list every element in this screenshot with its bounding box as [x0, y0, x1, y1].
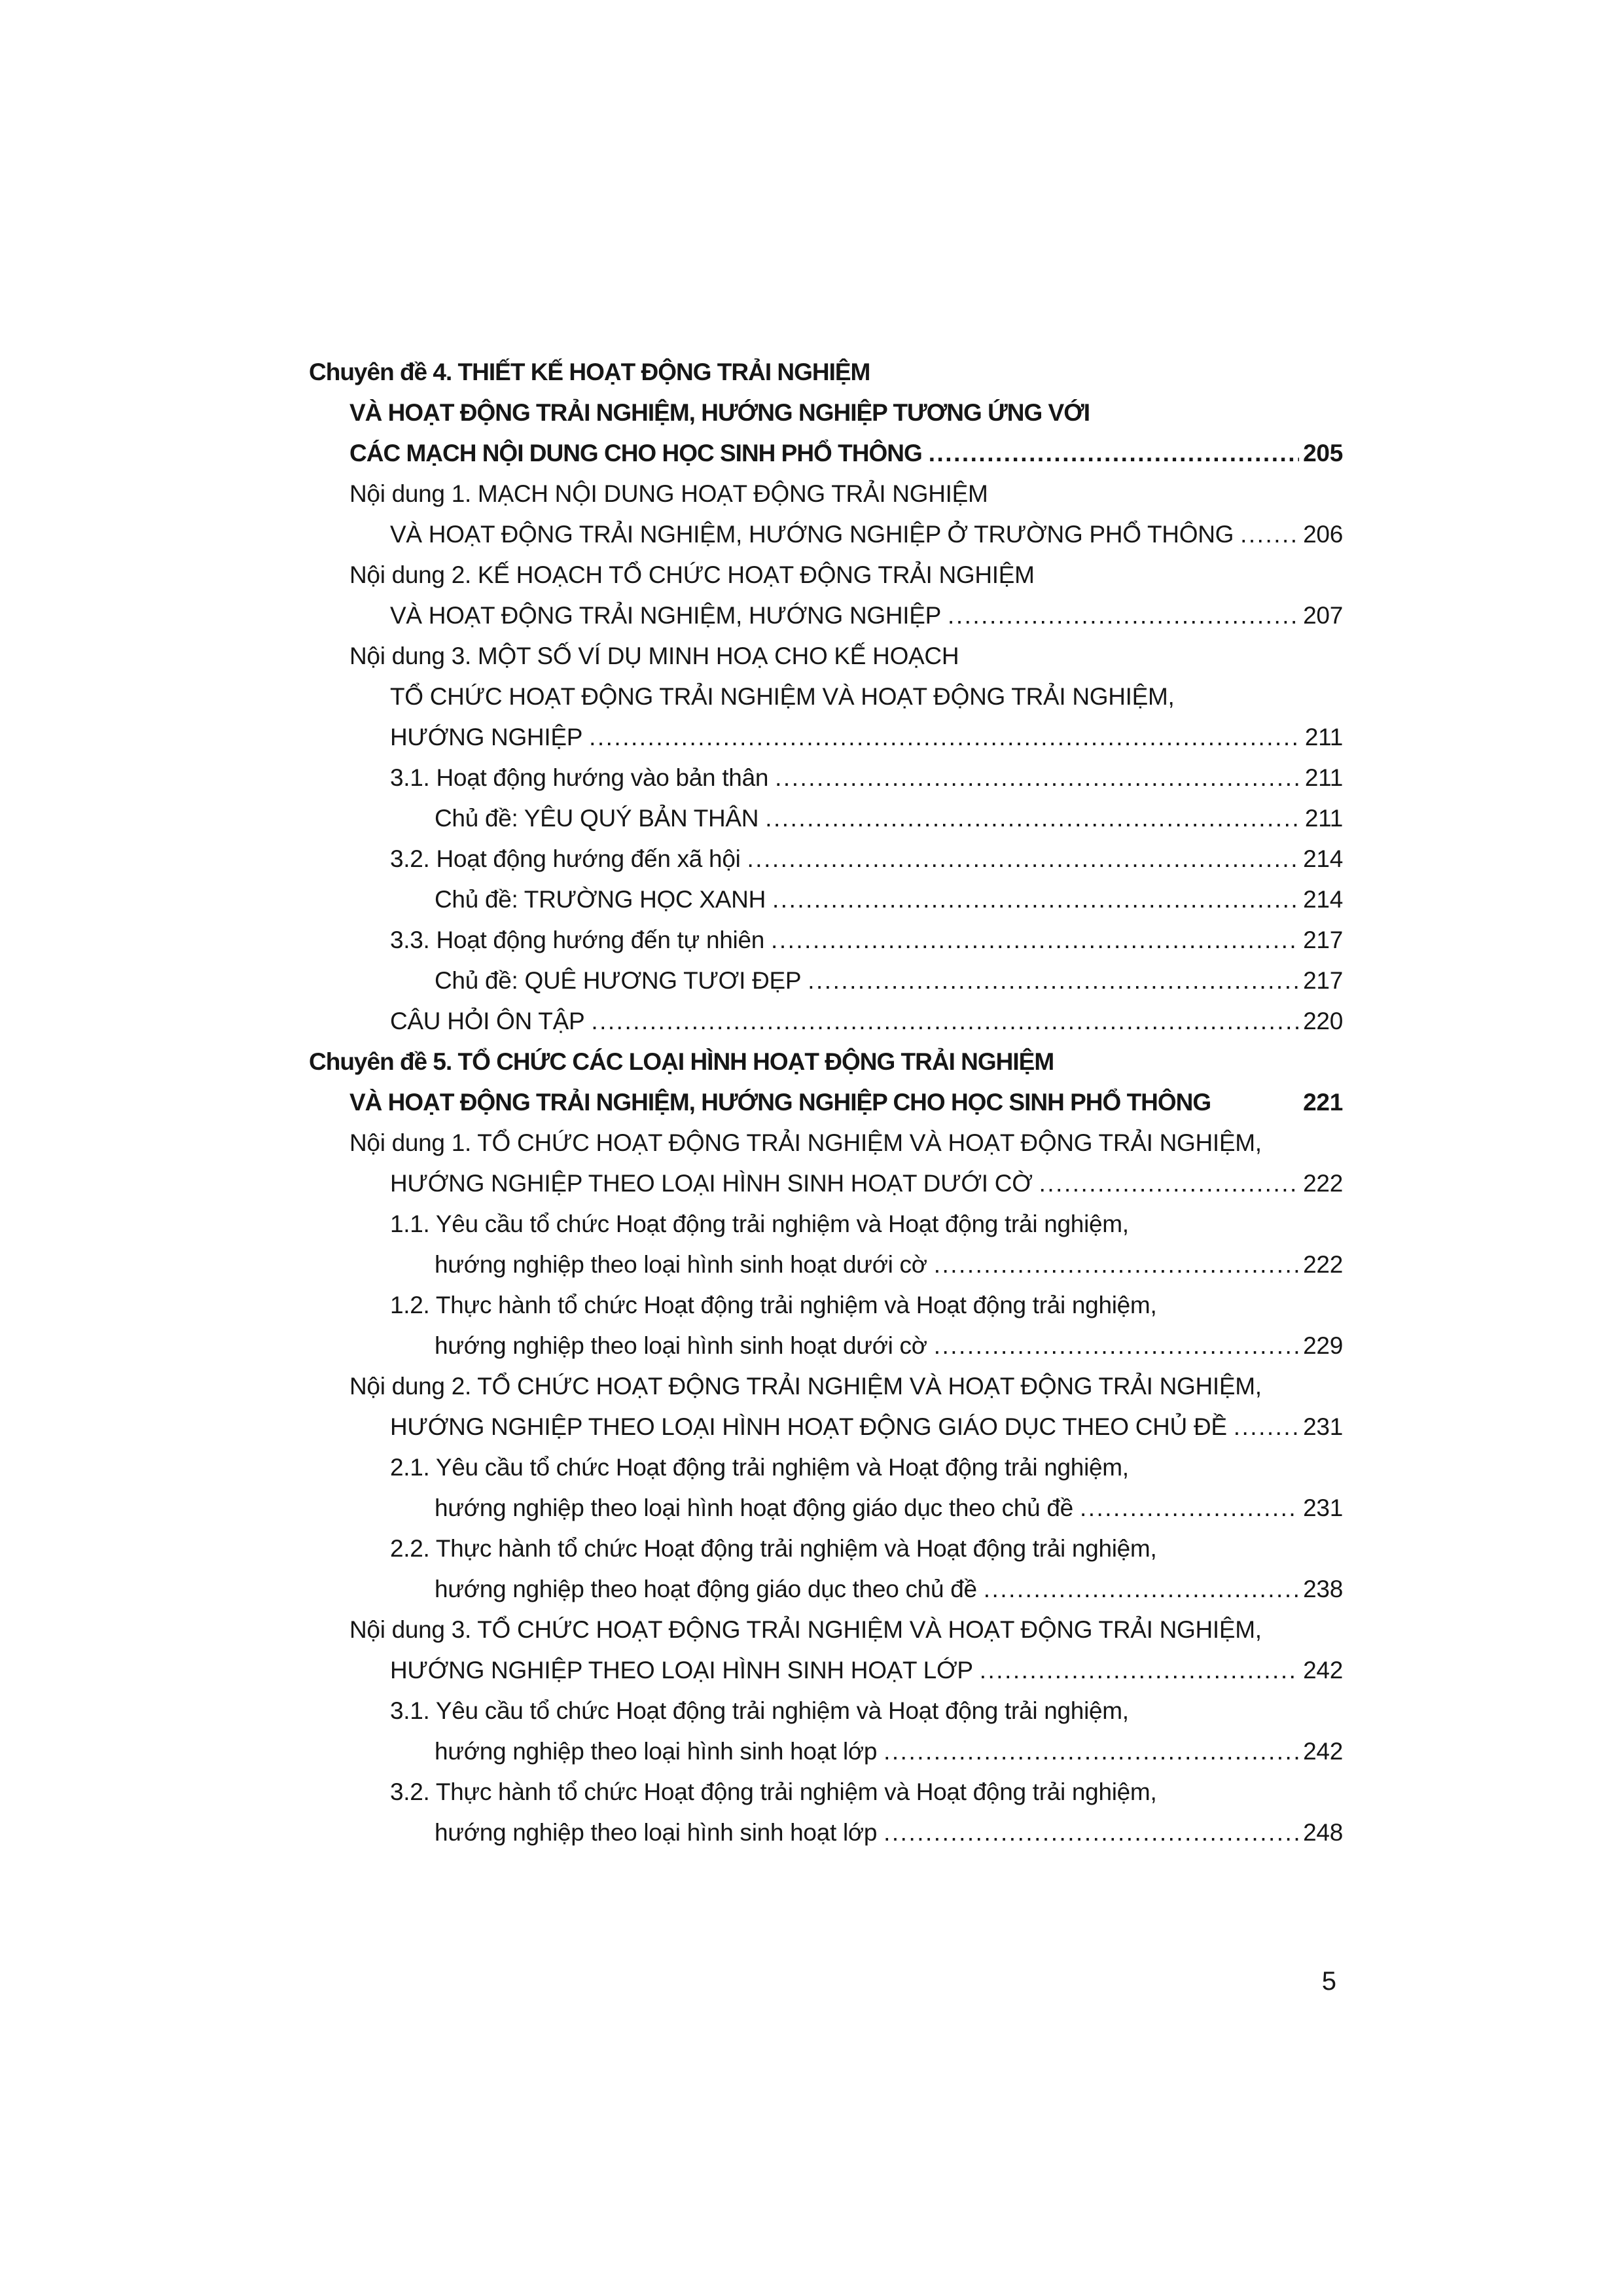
toc-entry-title: Nội dung 2. KẾ HOẠCH TỔ CHỨC HOẠT ĐỘNG TRẢI NGHIỆM [349, 561, 1035, 588]
toc-entry-title: Nội dung 1. MẠCH NỘI DUNG HOẠT ĐỘNG TRẢI NGHIỆM [349, 480, 988, 507]
toc-entry-title: TỔ CHỨC HOẠT ĐỘNG TRẢI NGHIỆM VÀ HOẠT ĐỘNG TRẢI NGHIỆM, [390, 683, 1175, 710]
toc-entry-title: CÁC MẠCH NỘI DUNG CHO HỌC SINH PHỔ THÔNG [349, 440, 922, 467]
toc-page-number: 211 [1304, 724, 1343, 751]
dot-leader [1234, 1407, 1299, 1447]
toc-entry-title: Chủ đề: TRƯỜNG HỌC XANH [435, 886, 766, 913]
toc-page-number: 211 [1304, 764, 1343, 791]
toc-line [309, 1610, 1343, 1650]
toc-entry-title: hướng nghiệp theo loại hình hoạt động giáo dục theo chủ đề [435, 1494, 1073, 1521]
toc-line [309, 393, 1343, 433]
toc-entry-cd4-muc-3-3 [309, 920, 1343, 961]
toc-line [309, 1326, 1343, 1366]
dot-leader [1039, 1163, 1300, 1204]
toc-page-number: 220 [1303, 1008, 1343, 1034]
toc-entry-cd5-muc-1-2 [309, 1285, 1343, 1366]
toc-entry-cd4-noi-dung-1 [309, 474, 1343, 555]
toc-line [309, 839, 1343, 879]
dot-leader [883, 1731, 1299, 1772]
toc-line [309, 1366, 1343, 1407]
toc-page-number: 205 [1303, 440, 1343, 467]
toc-entry-cd5-noi-dung-2 [309, 1366, 1343, 1447]
toc-page-number: 222 [1303, 1170, 1343, 1197]
toc-line [309, 555, 1343, 595]
toc-entry-title: hướng nghiệp theo loại hình sinh hoạt dưới cờ [435, 1332, 927, 1359]
toc-line [309, 1407, 1343, 1447]
toc-line [309, 1447, 1343, 1488]
toc-line [309, 1812, 1343, 1853]
toc-page-number: 206 [1303, 521, 1343, 548]
toc-page-number: 211 [1304, 805, 1343, 832]
toc-entry-title: Nội dung 3. TỔ CHỨC HOẠT ĐỘNG TRẢI NGHIỆM VÀ HOẠT ĐỘNG TRẢI NGHIỆM, [349, 1616, 1262, 1643]
dot-leader [934, 1245, 1299, 1285]
toc-page-number: 248 [1303, 1819, 1343, 1846]
toc-entry-title: 3.3. Hoạt động hướng đến tự nhiên [390, 927, 765, 953]
toc-entry-cd4-chu-de-3-3 [309, 961, 1343, 1001]
dot-leader [765, 798, 1301, 839]
toc-entry-cd5-noi-dung-3 [309, 1610, 1343, 1691]
dot-leader [589, 717, 1301, 758]
toc-entry-title: hướng nghiệp theo hoạt động giáo dục theo chủ đề [435, 1576, 977, 1602]
toc-entry-cd4-muc-3-1 [309, 758, 1343, 798]
toc-entry-title: Nội dung 1. TỔ CHỨC HOẠT ĐỘNG TRẢI NGHIỆM VÀ HOẠT ĐỘNG TRẢI NGHIỆM, [349, 1129, 1262, 1156]
toc-entry-title: CÂU HỎI ÔN TẬP [390, 1008, 585, 1034]
toc-line [309, 1691, 1343, 1731]
dot-leader [883, 1812, 1299, 1853]
dot-leader [984, 1569, 1299, 1610]
toc-entry-title: Chủ đề: YÊU QUÝ BẢN THÂN [435, 805, 759, 832]
toc-page-number: 238 [1303, 1576, 1343, 1602]
toc-line [309, 433, 1343, 474]
dot-leader [948, 595, 1299, 636]
dot-leader [934, 1326, 1299, 1366]
dot-leader [1240, 514, 1299, 555]
dot-leader [1080, 1488, 1299, 1528]
toc-line [309, 352, 1343, 393]
toc-line [309, 1204, 1343, 1245]
toc-entry-title: 3.1. Yêu cầu tổ chức Hoạt động trải nghiệm và Hoạt động trải nghiệm, [390, 1697, 1129, 1724]
dot-leader [808, 961, 1299, 1001]
toc-entry-cd4-muc-3-2 [309, 839, 1343, 879]
toc-entry-cd5-muc-2-1 [309, 1447, 1343, 1528]
toc-entry-chuyen-de-5 [309, 1042, 1343, 1123]
toc-entry-title: HƯỚNG NGHIỆP [390, 724, 583, 751]
toc-entry-title: Chuyên đề 4. THIẾT KẾ HOẠT ĐỘNG TRẢI NGHIỆM [309, 359, 870, 385]
toc-entry-title: Nội dung 2. TỔ CHỨC HOẠT ĐỘNG TRẢI NGHIỆM VÀ HOẠT ĐỘNG TRẢI NGHIỆM, [349, 1373, 1262, 1400]
toc-page-number: 217 [1303, 927, 1343, 953]
toc-entry-title: Chủ đề: QUÊ HƯƠNG TƯƠI ĐẸP [435, 967, 802, 994]
toc-entry-cd5-muc-1-1 [309, 1204, 1343, 1285]
toc-entry-title: 2.1. Yêu cầu tổ chức Hoạt động trải nghiệm và Hoạt động trải nghiệm, [390, 1454, 1129, 1481]
page-folio: 5 [1321, 1967, 1336, 1996]
toc-line [309, 1042, 1343, 1082]
toc-entry-cd5-noi-dung-1 [309, 1123, 1343, 1204]
toc-line [309, 798, 1343, 839]
toc-page-number: 231 [1303, 1494, 1343, 1521]
toc-entry-cd5-muc-2-2 [309, 1528, 1343, 1610]
toc-entry-title: hướng nghiệp theo loại hình sinh hoạt lớp [435, 1819, 878, 1846]
toc-entry-title: HƯỚNG NGHIỆP THEO LOẠI HÌNH SINH HOẠT DƯỚI CỜ [390, 1170, 1033, 1197]
toc-entry-title: 2.2. Thực hành tổ chức Hoạt động trải nghiệm và Hoạt động trải nghiệm, [390, 1535, 1157, 1562]
toc-line [309, 1285, 1343, 1326]
toc-page-number: 221 [1303, 1089, 1343, 1116]
toc-line [309, 1569, 1343, 1610]
toc-page-number: 229 [1303, 1332, 1343, 1359]
toc-entry-title: VÀ HOẠT ĐỘNG TRẢI NGHIỆM, HƯỚNG NGHIỆP Ở TRƯỜNG PHỔ THÔNG [390, 521, 1234, 548]
toc-line [309, 474, 1343, 514]
toc-entry-title: HƯỚNG NGHIỆP THEO LOẠI HÌNH SINH HOẠT LỚP [390, 1657, 973, 1684]
toc-entry-cd4-chu-de-3-1 [309, 798, 1343, 839]
table-of-contents [309, 352, 1343, 1853]
toc-page-number: 242 [1303, 1657, 1343, 1684]
toc-entry-title: 1.2. Thực hành tổ chức Hoạt động trải nghiệm và Hoạt động trải nghiệm, [390, 1292, 1157, 1318]
toc-line [309, 961, 1343, 1001]
toc-entry-title: VÀ HOẠT ĐỘNG TRẢI NGHIỆM, HƯỚNG NGHIỆP TƯƠNG ỨNG VỚI [349, 399, 1090, 426]
dot-leader [772, 879, 1299, 920]
toc-line [309, 1245, 1343, 1285]
toc-line [309, 636, 1343, 677]
toc-line [309, 1123, 1343, 1163]
toc-line [309, 1528, 1343, 1569]
toc-entry-cd5-muc-3-1 [309, 1691, 1343, 1772]
toc-entry-title: Nội dung 3. MỘT SỐ VÍ DỤ MINH HOẠ CHO KẾ HOẠCH [349, 643, 959, 669]
toc-entry-title: 3.1. Hoạt động hướng vào bản thân [390, 764, 769, 791]
toc-entry-title: HƯỚNG NGHIỆP THEO LOẠI HÌNH HOẠT ĐỘNG GIÁO DỤC THEO CHỦ ĐỀ [390, 1413, 1227, 1440]
toc-line [309, 1001, 1343, 1042]
toc-line [309, 717, 1343, 758]
toc-line [309, 514, 1343, 555]
dot-leader [747, 839, 1300, 879]
toc-entry-cd4-cau-hoi-on-tap [309, 1001, 1343, 1042]
toc-page-number: 242 [1303, 1738, 1343, 1765]
toc-line [309, 920, 1343, 961]
dot-leader [929, 433, 1299, 474]
toc-line [309, 758, 1343, 798]
toc-line [309, 1731, 1343, 1772]
toc-entry-title: hướng nghiệp theo loại hình sinh hoạt dưới cờ [435, 1251, 927, 1278]
toc-entry-title: 3.2. Hoạt động hướng đến xã hội [390, 845, 741, 872]
toc-entry-title: Chuyên đề 5. TỔ CHỨC CÁC LOẠI HÌNH HOẠT ĐỘNG TRẢI NGHIỆM [309, 1048, 1054, 1075]
toc-page-number: 207 [1303, 602, 1343, 629]
toc-page-number: 214 [1303, 886, 1343, 913]
toc-line [309, 595, 1343, 636]
toc-page-number: 222 [1303, 1251, 1343, 1278]
toc-entry-cd4-noi-dung-2 [309, 555, 1343, 636]
dot-leader [775, 758, 1301, 798]
toc-line [309, 677, 1343, 717]
toc-entry-chuyen-de-4 [309, 352, 1343, 474]
toc-entry-cd5-muc-3-2 [309, 1772, 1343, 1853]
toc-line [309, 1163, 1343, 1204]
dot-leader [591, 1001, 1299, 1042]
toc-line [309, 1082, 1343, 1123]
toc-entry-cd4-chu-de-3-2 [309, 879, 1343, 920]
toc-entry-title: hướng nghiệp theo loại hình sinh hoạt lớp [435, 1738, 878, 1765]
toc-entry-title: VÀ HOẠT ĐỘNG TRẢI NGHIỆM, HƯỚNG NGHIỆP [390, 602, 942, 629]
toc-page-number: 217 [1303, 967, 1343, 994]
toc-line [309, 1650, 1343, 1691]
toc-line [309, 1488, 1343, 1528]
toc-page-number: 231 [1303, 1413, 1343, 1440]
toc-entry-title: 1.1. Yêu cầu tổ chức Hoạt động trải nghiệm và Hoạt động trải nghiệm, [390, 1210, 1129, 1237]
toc-line [309, 1772, 1343, 1812]
toc-page-number: 214 [1303, 845, 1343, 872]
toc-entry-title: 3.2. Thực hành tổ chức Hoạt động trải nghiệm và Hoạt động trải nghiệm, [390, 1778, 1157, 1805]
toc-entry-title: VÀ HOẠT ĐỘNG TRẢI NGHIỆM, HƯỚNG NGHIỆP CHO HỌC SINH PHỔ THÔNG [349, 1089, 1211, 1116]
dot-leader [771, 920, 1299, 961]
dot-leader [980, 1650, 1299, 1691]
toc-line [309, 879, 1343, 920]
toc-entry-cd4-noi-dung-3 [309, 636, 1343, 758]
